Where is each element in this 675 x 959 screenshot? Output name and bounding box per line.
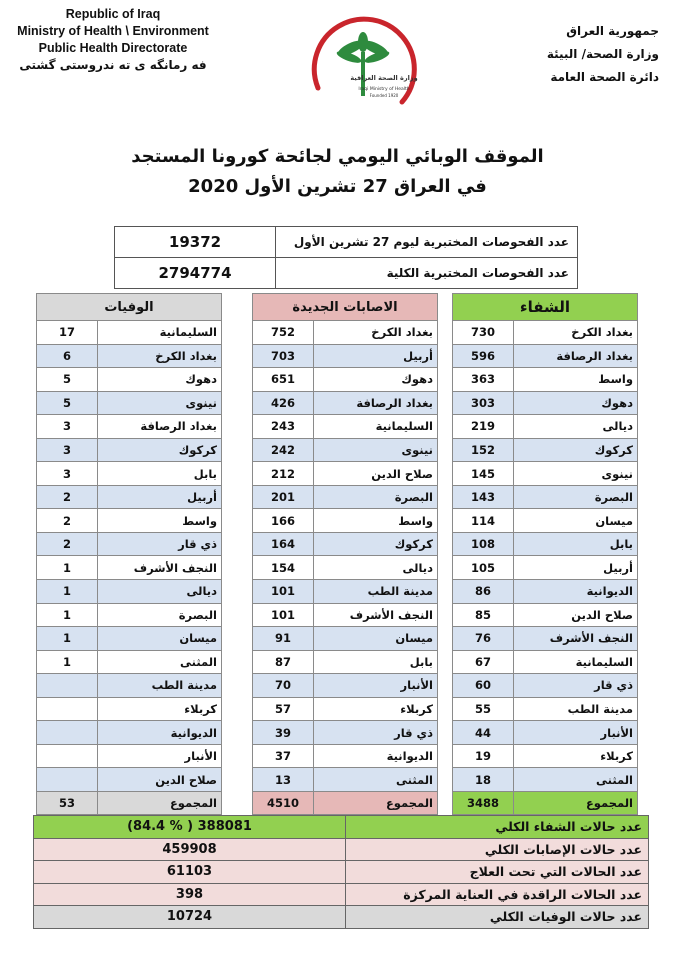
- ministry-logo: [306, 10, 424, 128]
- province-value: 6: [37, 344, 98, 368]
- province-value: 1: [37, 580, 98, 604]
- province-value: 212: [253, 462, 314, 486]
- province-value: 154: [253, 556, 314, 580]
- tests-row-daily: [115, 227, 578, 258]
- province-name: كركوك: [98, 438, 222, 462]
- new-case-row: [253, 627, 438, 651]
- totals-row: [34, 838, 649, 861]
- province-name: ديالى: [314, 556, 438, 580]
- recovered-row: [453, 674, 638, 698]
- death-row: [37, 580, 222, 604]
- recovered-row: [453, 438, 638, 462]
- province-value: 219: [453, 415, 514, 439]
- recovered-row: [453, 415, 638, 439]
- province-value: [37, 721, 98, 745]
- death-row: [37, 768, 222, 792]
- totals-row: [34, 906, 649, 929]
- report-title: الموقف الوبائي اليومي لجائحة كورونا المستجد: [131, 146, 544, 167]
- province-value: 2: [37, 485, 98, 509]
- tests-table: [114, 226, 578, 289]
- recovered-row: [453, 580, 638, 604]
- new-case-row: [253, 438, 438, 462]
- province-name: ميسان: [314, 627, 438, 651]
- province-value: 37: [253, 744, 314, 768]
- total-tests-label: عدد الفحوصات المختبرية الكلية: [276, 258, 578, 289]
- recovered-row: [453, 556, 638, 580]
- logo-text-en: Iraqi Ministry of Health: [358, 87, 410, 92]
- province-value: 101: [253, 603, 314, 627]
- province-value: 2: [37, 532, 98, 556]
- new-case-row: [253, 368, 438, 392]
- province-value: 3: [37, 415, 98, 439]
- totals-table: [33, 815, 649, 929]
- province-name: نينوى: [314, 438, 438, 462]
- death-row: [37, 344, 222, 368]
- province-value: 1: [37, 650, 98, 674]
- death-row: [37, 509, 222, 533]
- recovered-table: [452, 293, 638, 815]
- province-value: 114: [453, 509, 514, 533]
- death-row: [37, 532, 222, 556]
- new-case-row: [253, 674, 438, 698]
- province-name: الأنبار: [98, 744, 222, 768]
- province-value: 303: [453, 391, 514, 415]
- totals-label: عدد حالات الوفيات الكلي: [346, 906, 649, 929]
- header-ar-line: دائرة الصحة العامة: [550, 70, 659, 84]
- totals-label: عدد الحالات الراقدة في العناية المركزة: [346, 883, 649, 906]
- recovered-row: [453, 697, 638, 721]
- province-name: السليمانية: [98, 321, 222, 345]
- header-ar-line: وزارة الصحة/ البيئة: [546, 47, 659, 61]
- province-value: 5: [37, 391, 98, 415]
- province-name: بغداد الكرخ: [314, 321, 438, 345]
- province-name: النجف الأشرف: [514, 627, 638, 651]
- logo-text-ar: وزارة الصحة العراقية: [350, 74, 418, 82]
- totals-value: 398: [34, 883, 346, 906]
- province-name: كركوك: [314, 532, 438, 556]
- province-name: كربلاء: [98, 697, 222, 721]
- death-row: [37, 556, 222, 580]
- province-value: 86: [453, 580, 514, 604]
- deaths-table: [36, 293, 222, 815]
- province-name: أربيل: [314, 344, 438, 368]
- province-name: النجف الأشرف: [314, 603, 438, 627]
- province-name: السليمانية: [514, 650, 638, 674]
- province-value: 60: [453, 674, 514, 698]
- totals-row: [34, 816, 649, 839]
- province-name: ديالى: [98, 580, 222, 604]
- header-english: [8, 6, 218, 74]
- recovered-row: [453, 321, 638, 345]
- province-value: 17: [37, 321, 98, 345]
- province-name: دهوك: [514, 391, 638, 415]
- province-value: 5: [37, 368, 98, 392]
- new-case-row: [253, 768, 438, 792]
- death-row: [37, 674, 222, 698]
- totals-label: عدد حالات الشفاء الكلي: [346, 816, 649, 839]
- death-row: [37, 462, 222, 486]
- province-name: الديوانية: [514, 580, 638, 604]
- province-name: الديوانية: [314, 744, 438, 768]
- province-value: 101: [253, 580, 314, 604]
- total-tests-value: 2794774: [115, 258, 276, 289]
- province-value: 1: [37, 603, 98, 627]
- province-value: 1: [37, 627, 98, 651]
- province-name: البصرة: [314, 485, 438, 509]
- province-name: صلاح الدين: [514, 603, 638, 627]
- totals-label: عدد حالات الإصابات الكلي: [346, 838, 649, 861]
- province-name: دهوك: [314, 368, 438, 392]
- death-row: [37, 744, 222, 768]
- province-name: بابل: [314, 650, 438, 674]
- death-row: [37, 721, 222, 745]
- province-value: 3: [37, 462, 98, 486]
- province-value: 44: [453, 721, 514, 745]
- province-name: مدينة الطب: [514, 697, 638, 721]
- province-value: 3: [37, 438, 98, 462]
- new-case-row: [253, 415, 438, 439]
- new-case-row: [253, 485, 438, 509]
- province-name: الأنبار: [314, 674, 438, 698]
- header-arabic: [499, 20, 659, 89]
- province-name: ذي قار: [314, 721, 438, 745]
- new-case-row: [253, 556, 438, 580]
- province-name: بابل: [514, 532, 638, 556]
- province-value: [37, 674, 98, 698]
- province-value: 13: [253, 768, 314, 792]
- province-name: بابل: [98, 462, 222, 486]
- death-row: [37, 415, 222, 439]
- province-value: 87: [253, 650, 314, 674]
- province-value: [37, 697, 98, 721]
- header-kurdish-line: فه رمانگه ى ته ندروستى گشتى: [19, 58, 207, 72]
- province-value: 752: [253, 321, 314, 345]
- province-value: 243: [253, 415, 314, 439]
- recovered-row: [453, 509, 638, 533]
- province-value: 242: [253, 438, 314, 462]
- totals-value: 10724: [34, 906, 346, 929]
- province-name: نينوى: [514, 462, 638, 486]
- new-cases-header: الاصابات الجديدة: [253, 294, 438, 321]
- header-ar-line: جمهورية العراق: [566, 24, 659, 38]
- province-name: بغداد الكرخ: [98, 344, 222, 368]
- province-name: المثنى: [314, 768, 438, 792]
- tests-row-total: [115, 258, 578, 289]
- deaths-header: الوفيات: [37, 294, 222, 321]
- province-name: كربلاء: [314, 697, 438, 721]
- province-name: دهوك: [98, 368, 222, 392]
- province-name: كركوك: [514, 438, 638, 462]
- province-value: 596: [453, 344, 514, 368]
- province-name: ميسان: [514, 509, 638, 533]
- death-row: [37, 627, 222, 651]
- province-value: 164: [253, 532, 314, 556]
- province-value: 67: [453, 650, 514, 674]
- new-case-row: [253, 721, 438, 745]
- province-value: 108: [453, 532, 514, 556]
- province-name: صلاح الدين: [98, 768, 222, 792]
- recovered-header: الشفاء: [453, 294, 638, 321]
- header-en-line: Public Health Directorate: [38, 41, 188, 55]
- province-name: البصرة: [514, 485, 638, 509]
- province-name: مدينة الطب: [314, 580, 438, 604]
- new-case-row: [253, 462, 438, 486]
- new-cases-table: [252, 293, 438, 815]
- header-en-line: Ministry of Health \ Environment: [17, 24, 209, 38]
- recovered-row: [453, 603, 638, 627]
- new-case-row: [253, 744, 438, 768]
- province-name: ميسان: [98, 627, 222, 651]
- totals-value: (84.4 % ) 388081: [34, 816, 346, 839]
- province-value: 18: [453, 768, 514, 792]
- province-value: 651: [253, 368, 314, 392]
- death-row: [37, 603, 222, 627]
- province-value: 70: [253, 674, 314, 698]
- province-value: 55: [453, 697, 514, 721]
- death-row: [37, 650, 222, 674]
- recovered-row: [453, 532, 638, 556]
- province-name: واسط: [514, 368, 638, 392]
- province-name: بغداد الرصافة: [98, 415, 222, 439]
- new-cases-total-value: 4510: [253, 791, 314, 815]
- province-value: 363: [453, 368, 514, 392]
- province-value: [37, 768, 98, 792]
- recovered-row: [453, 744, 638, 768]
- province-name: بغداد الكرخ: [514, 321, 638, 345]
- new-cases-total-label: المجموع: [314, 791, 438, 815]
- recovered-row: [453, 462, 638, 486]
- province-value: 2: [37, 509, 98, 533]
- report-date-title: في العراق 27 تشرين الأول 2020: [188, 176, 487, 197]
- death-row: [37, 485, 222, 509]
- province-name: ذي قار: [514, 674, 638, 698]
- province-value: 143: [453, 485, 514, 509]
- province-value: 1: [37, 556, 98, 580]
- province-value: [37, 744, 98, 768]
- province-name: السليمانية: [314, 415, 438, 439]
- new-case-row: [253, 580, 438, 604]
- province-name: ذي قار: [98, 532, 222, 556]
- death-row: [37, 391, 222, 415]
- province-value: 152: [453, 438, 514, 462]
- province-name: النجف الأشرف: [98, 556, 222, 580]
- province-name: ديالى: [514, 415, 638, 439]
- province-name: كربلاء: [514, 744, 638, 768]
- province-name: واسط: [98, 509, 222, 533]
- new-case-row: [253, 321, 438, 345]
- province-name: المثنى: [98, 650, 222, 674]
- header-en-line: Republic of Iraq: [65, 7, 161, 21]
- recovered-total-value: 3488: [453, 791, 514, 815]
- province-name: بغداد الرصافة: [314, 391, 438, 415]
- province-name: أربيل: [98, 485, 222, 509]
- new-case-row: [253, 650, 438, 674]
- province-name: الديوانية: [98, 721, 222, 745]
- province-value: 57: [253, 697, 314, 721]
- recovered-row: [453, 368, 638, 392]
- province-value: 426: [253, 391, 314, 415]
- province-name: نينوى: [98, 391, 222, 415]
- recovered-row: [453, 768, 638, 792]
- province-value: 76: [453, 627, 514, 651]
- province-value: 19: [453, 744, 514, 768]
- province-name: صلاح الدين: [314, 462, 438, 486]
- totals-rows: [34, 816, 649, 929]
- totals-value: 459908: [34, 838, 346, 861]
- new-case-row: [253, 391, 438, 415]
- province-value: 166: [253, 509, 314, 533]
- province-name: أربيل: [514, 556, 638, 580]
- death-row: [37, 368, 222, 392]
- province-value: 145: [453, 462, 514, 486]
- recovered-row: [453, 391, 638, 415]
- new-case-row: [253, 344, 438, 368]
- province-value: 730: [453, 321, 514, 345]
- province-name: البصرة: [98, 603, 222, 627]
- province-name: الأنبار: [514, 721, 638, 745]
- daily-tests-label: عدد الفحوصات المختبرية ليوم 27 تشرين الأول: [276, 227, 578, 258]
- province-value: 91: [253, 627, 314, 651]
- recovered-row: [453, 650, 638, 674]
- province-value: 85: [453, 603, 514, 627]
- province-value: 201: [253, 485, 314, 509]
- recovered-row: [453, 485, 638, 509]
- totals-row: [34, 861, 649, 884]
- new-case-row: [253, 532, 438, 556]
- recovered-row: [453, 627, 638, 651]
- death-row: [37, 697, 222, 721]
- totals-row: [34, 883, 649, 906]
- recovered-row: [453, 344, 638, 368]
- recovered-row: [453, 721, 638, 745]
- province-name: المثنى: [514, 768, 638, 792]
- new-case-row: [253, 697, 438, 721]
- province-name: واسط: [314, 509, 438, 533]
- province-value: 105: [453, 556, 514, 580]
- province-name: مدينة الطب: [98, 674, 222, 698]
- death-row: [37, 438, 222, 462]
- daily-tests-value: 19372: [115, 227, 276, 258]
- deaths-total-value: 53: [37, 791, 98, 815]
- totals-label: عدد الحالات التي تحت العلاج: [346, 861, 649, 884]
- logo-founded: Founded 1920: [369, 93, 399, 98]
- death-row: [37, 321, 222, 345]
- recovered-total-label: المجموع: [514, 791, 638, 815]
- province-value: 703: [253, 344, 314, 368]
- new-case-row: [253, 509, 438, 533]
- province-value: 39: [253, 721, 314, 745]
- deaths-total-label: المجموع: [98, 791, 222, 815]
- province-name: بغداد الرصافة: [514, 344, 638, 368]
- totals-value: 61103: [34, 861, 346, 884]
- new-case-row: [253, 603, 438, 627]
